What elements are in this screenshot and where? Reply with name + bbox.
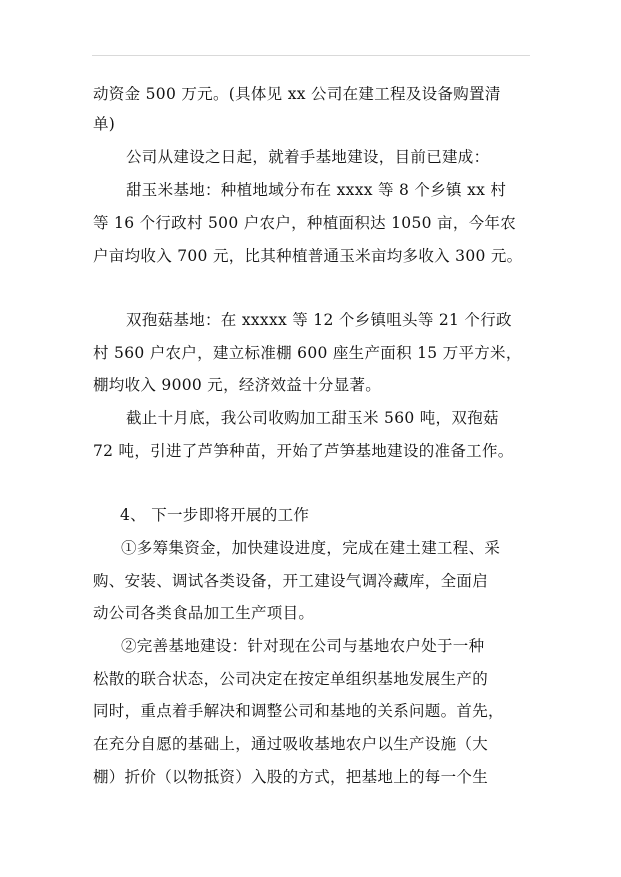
- text-line: 甜玉米基地：种植地域分布在 xxxx 等 8 个乡镇 xx 村: [126, 181, 507, 199]
- text-line: 户亩均收入 700 元，比其种植普通玉米亩均多收入 300 元。: [93, 247, 523, 265]
- header-rule: [92, 55, 530, 56]
- text-line: 动公司各类食品加工生产项目。: [93, 604, 315, 622]
- section-heading: 4、 下一步即将开展的工作: [120, 506, 310, 524]
- text-line: 单): [93, 115, 116, 133]
- text-line: ②完善基地建设：针对现在公司与基地农户处于一种: [121, 637, 485, 655]
- text-line: 72 吨，引进了芦笋种苗，开始了芦笋基地建设的准备工作。: [93, 442, 514, 460]
- text-line: 棚）折价（以物抵资）入股的方式，把基地上的每一个生: [93, 768, 489, 786]
- text-line: 同时，重点着手解决和调整公司和基地的关系问题。首先，: [93, 702, 504, 720]
- text-line: 在充分自愿的基础上，通过吸收基地农户以生产设施（大: [93, 735, 489, 753]
- text-line: 公司从建设之日起，就着手基地建设，目前已建成：: [126, 148, 490, 166]
- text-line: 购、安装、调试各类设备，开工建设气调冷藏库，全面启: [93, 572, 489, 590]
- text-line: 松散的联合状态，公司决定在按定单组织基地发展生产的: [93, 670, 489, 688]
- text-line: ①多筹集资金，加快建设进度，完成在建土建工程、采: [121, 539, 501, 557]
- text-line: 动资金 500 万元。(具体见 xx 公司在建工程及设备购置清: [93, 85, 501, 103]
- text-line: 等 16 个行政村 500 户农户，种植面积达 1050 亩，今年农: [93, 214, 517, 232]
- text-line: 村 560 户农户，建立标准棚 600 座生产面积 15 万平方米，: [93, 344, 522, 362]
- text-line: 棚均收入 9000 元，经济效益十分显著。: [93, 376, 382, 394]
- text-line: 双孢菇基地：在 xxxxx 等 12 个乡镇咀头等 21 个行政: [126, 311, 512, 329]
- text-line: 截止十月底，我公司收购加工甜玉米 560 吨，双孢菇: [126, 409, 499, 427]
